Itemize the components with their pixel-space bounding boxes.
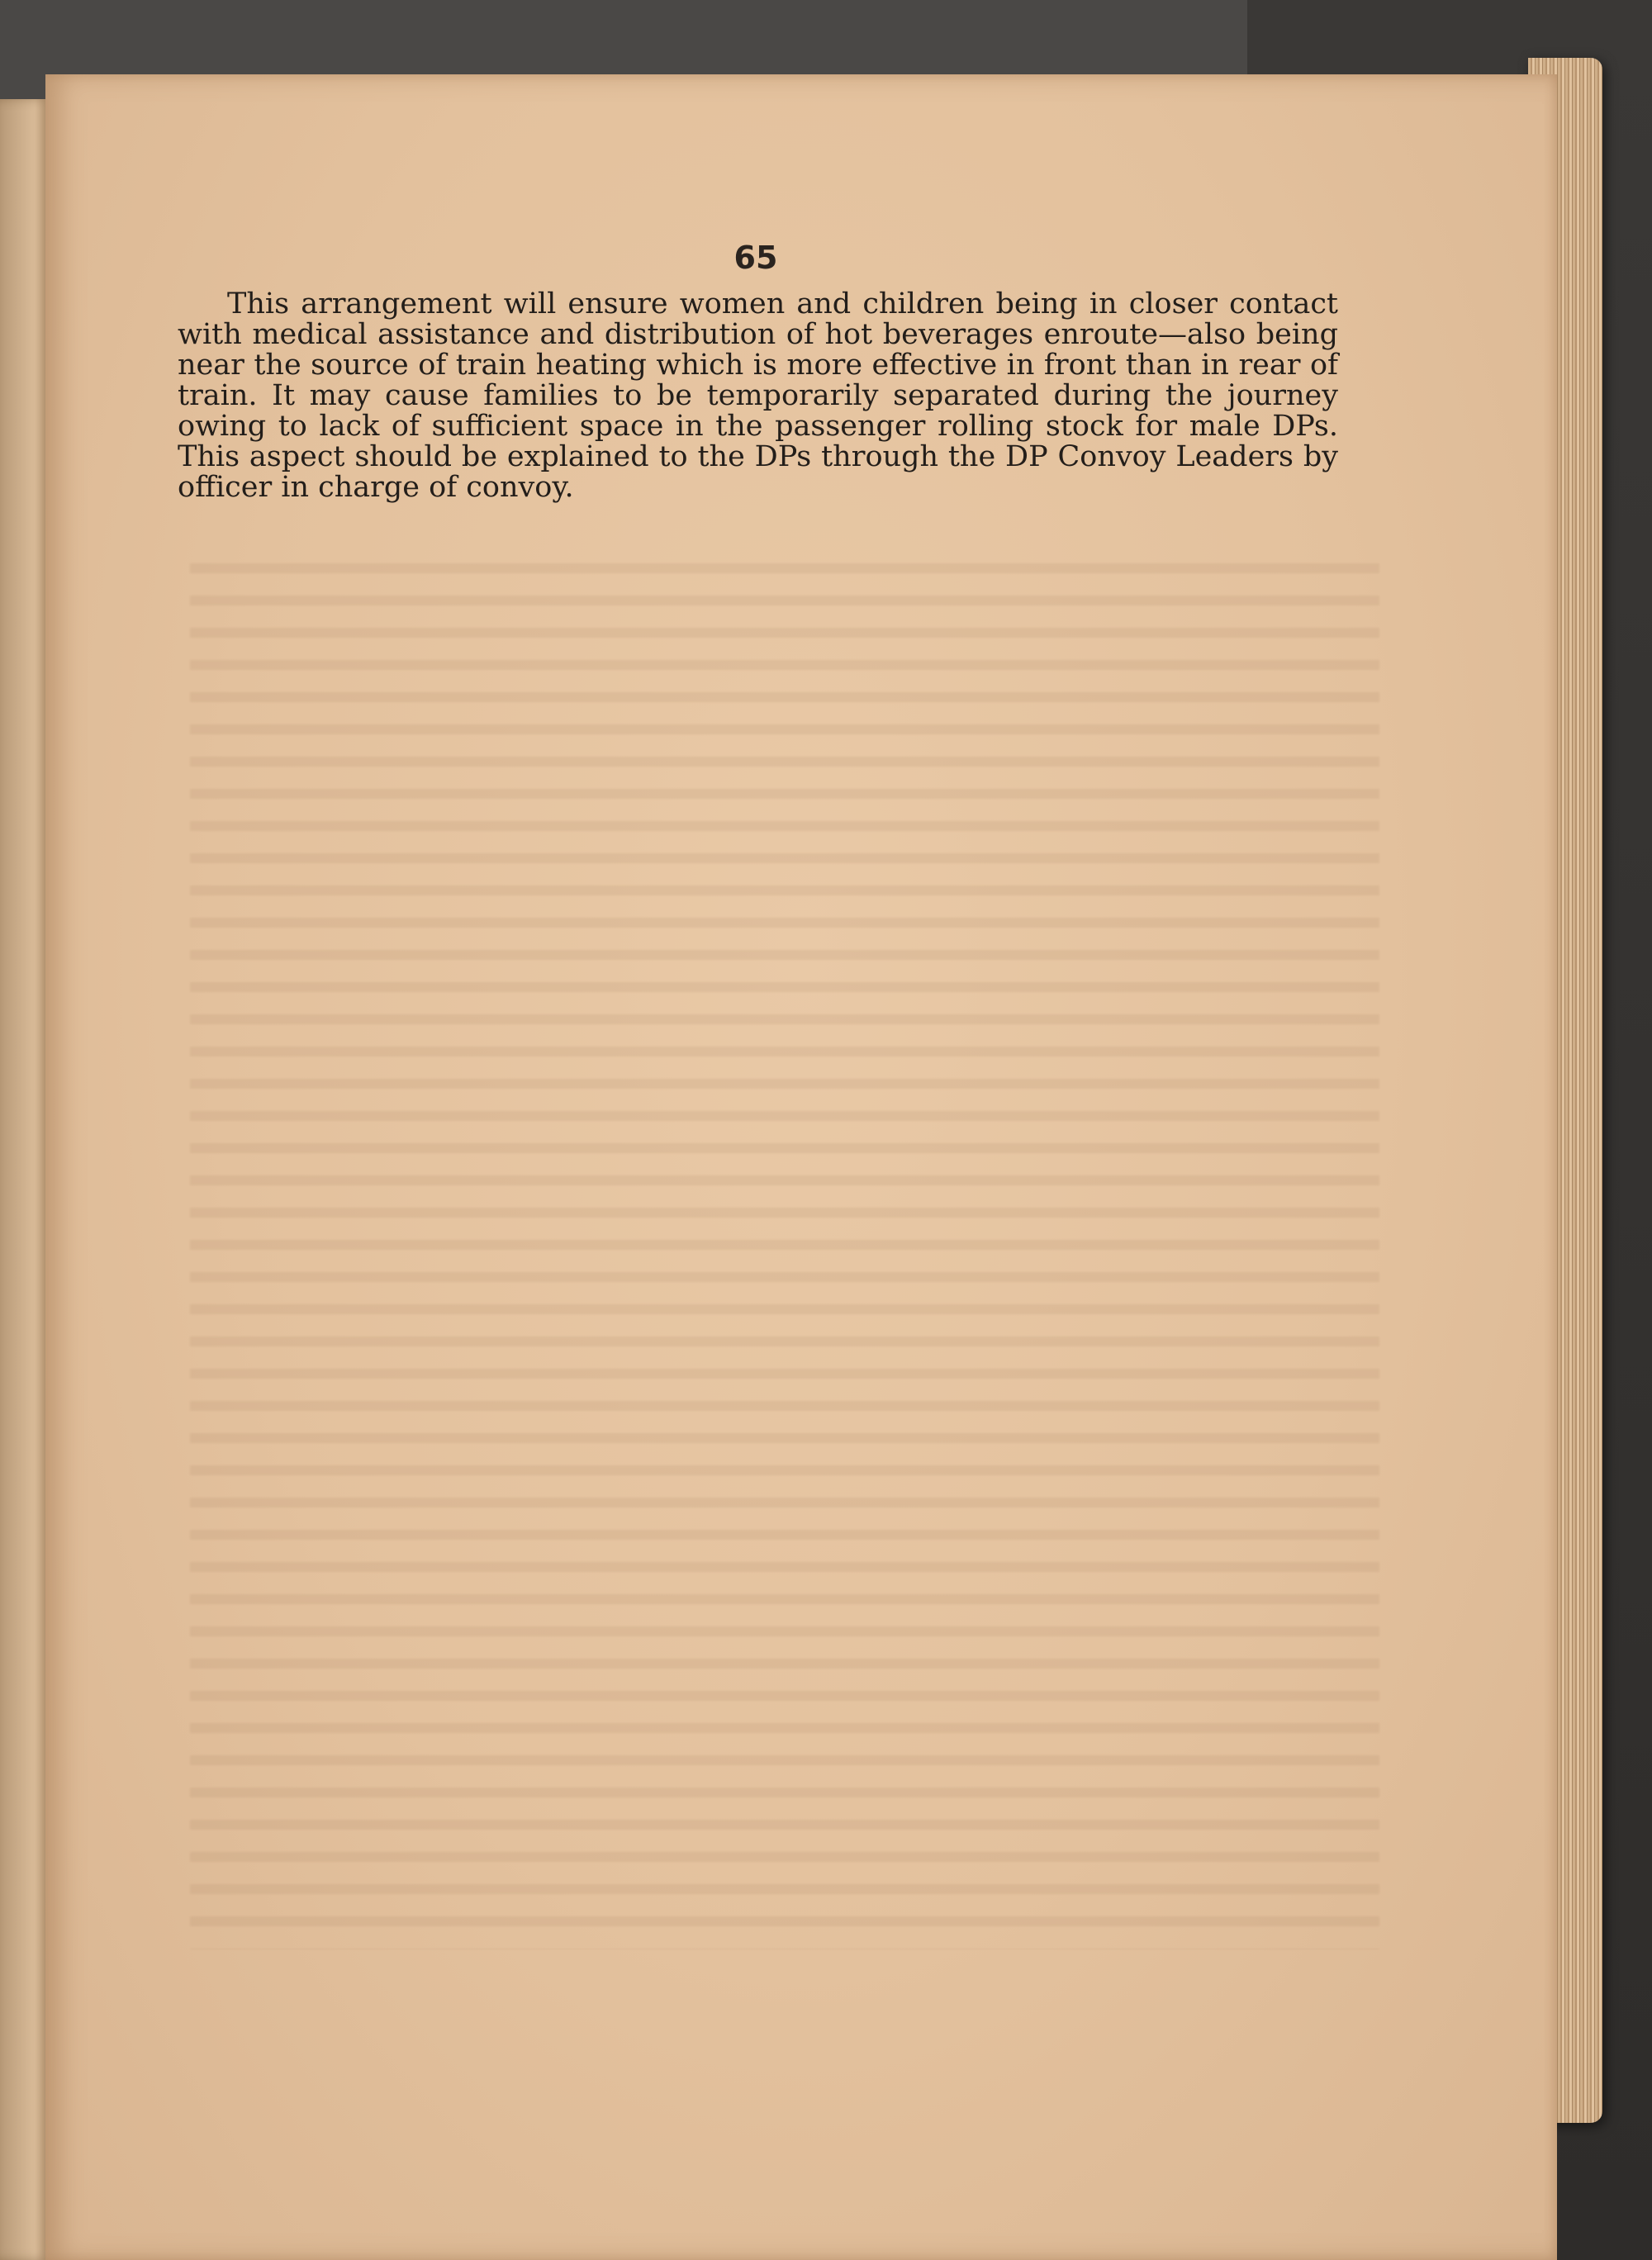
body-paragraph: This arrangement will ensure women and children being in closer contact with medical assistance and distribution of hot beverages enroute—also being near the source of train heating which is more effective in front than in rear of train. It may cause families to be temporarily separated during the journey owing to lack of sufficient space in the passenger rolling stock for male DPs. This aspect should be explained to the DPs through the DP Convoy Leaders by officer in charge of convoy. [178,287,1338,504]
page-number: 65 [733,240,778,276]
facing-page-edge [0,99,50,2260]
bleed-through-text [190,545,1379,1949]
